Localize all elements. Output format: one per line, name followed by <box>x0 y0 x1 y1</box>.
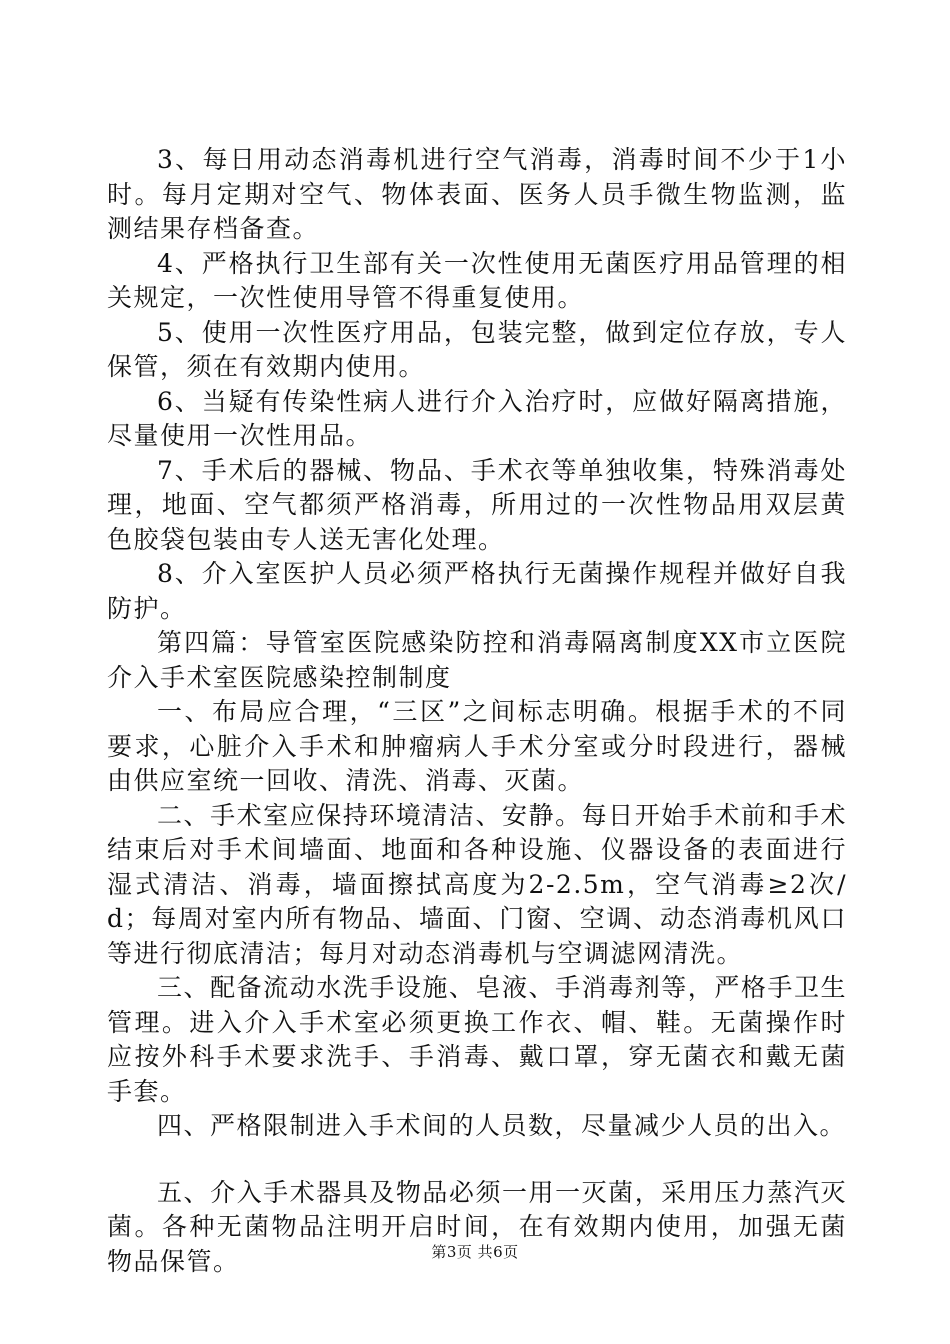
paragraph-rule-3: 三、配备流动水洗手设施、皂液、手消毒剂等，严格手卫生管理。进入介入手术室必须更换工作衣、帽、鞋。无菌操作时应按外科手术要求洗手、手消毒、戴口罩，穿无菌衣和戴无菌手套。 <box>107 973 847 1106</box>
document-body <box>107 143 847 1279</box>
paragraph-item-7: 7、手术后的器械、物品、手术衣等单独收集，特殊消毒处理，地面、空气都须严格消毒，所用过的一次性物品用双层黄色胶袋包装由专人送无害化处理。 <box>107 455 847 554</box>
paragraph-item-3: 3、每日用动态消毒机进行空气消毒，消毒时间不少于1小时。每月定期对空气、物体表面、医务人员手微生物监测，监测结果存档备查。 <box>107 145 847 243</box>
paragraph-spacer <box>107 1144 847 1176</box>
paragraph-item-4: 4、严格执行卫生部有关一次性使用无菌医疗用品管理的相关规定，一次性使用导管不得重复使用。 <box>107 248 847 312</box>
section-heading: 第四篇：导管室医院感染防控和消毒隔离制度XX市立医院介入手术室医院感染控制制度 <box>107 628 847 692</box>
paragraph-rule-5: 五、介入手术器具及物品必须一用一灭菌，采用压力蒸汽灭菌。各种无菌物品注明开启时间，在有效期内使用，加强无菌物品保管。 <box>107 1177 847 1276</box>
paragraph-rule-2: 二、手术室应保持环境清洁、安静。每日开始手术前和手术结束后对手术间墙面、地面和各种设施、仪器设备的表面进行湿式清洁、消毒，墙面擦拭高度为2-2.5m，空气消毒≥2次/d；每周对室内所有物品、墙面、门窗、空调、动态消毒机风口等进行彻底清洁；每月对动态消毒机与空调滤网清洗。 <box>107 800 847 968</box>
paragraph-item-5: 5、使用一次性医疗用品，包装完整，做到定位存放，专人保管，须在有效期内使用。 <box>107 317 847 381</box>
page-footer: 第3页 共6页 <box>431 1243 519 1261</box>
paragraph-item-6: 6、当疑有传染性病人进行介入治疗时，应做好隔离措施，尽量使用一次性用品。 <box>107 386 847 450</box>
paragraph-rule-4: 四、严格限制进入手术间的人员数，尽量减少人员的出入。 <box>157 1111 847 1140</box>
paragraph-rule-1: 一、布局应合理，“三区”之间标志明确。根据手术的不同要求，心脏介入手术和肿瘤病人手术分室或分时段进行，器械由供应室统一回收、清洗、消毒、灭菌。 <box>107 697 847 795</box>
paragraph-item-8: 8、介入室医护人员必须严格执行无菌操作规程并做好自我防护。 <box>107 559 847 623</box>
